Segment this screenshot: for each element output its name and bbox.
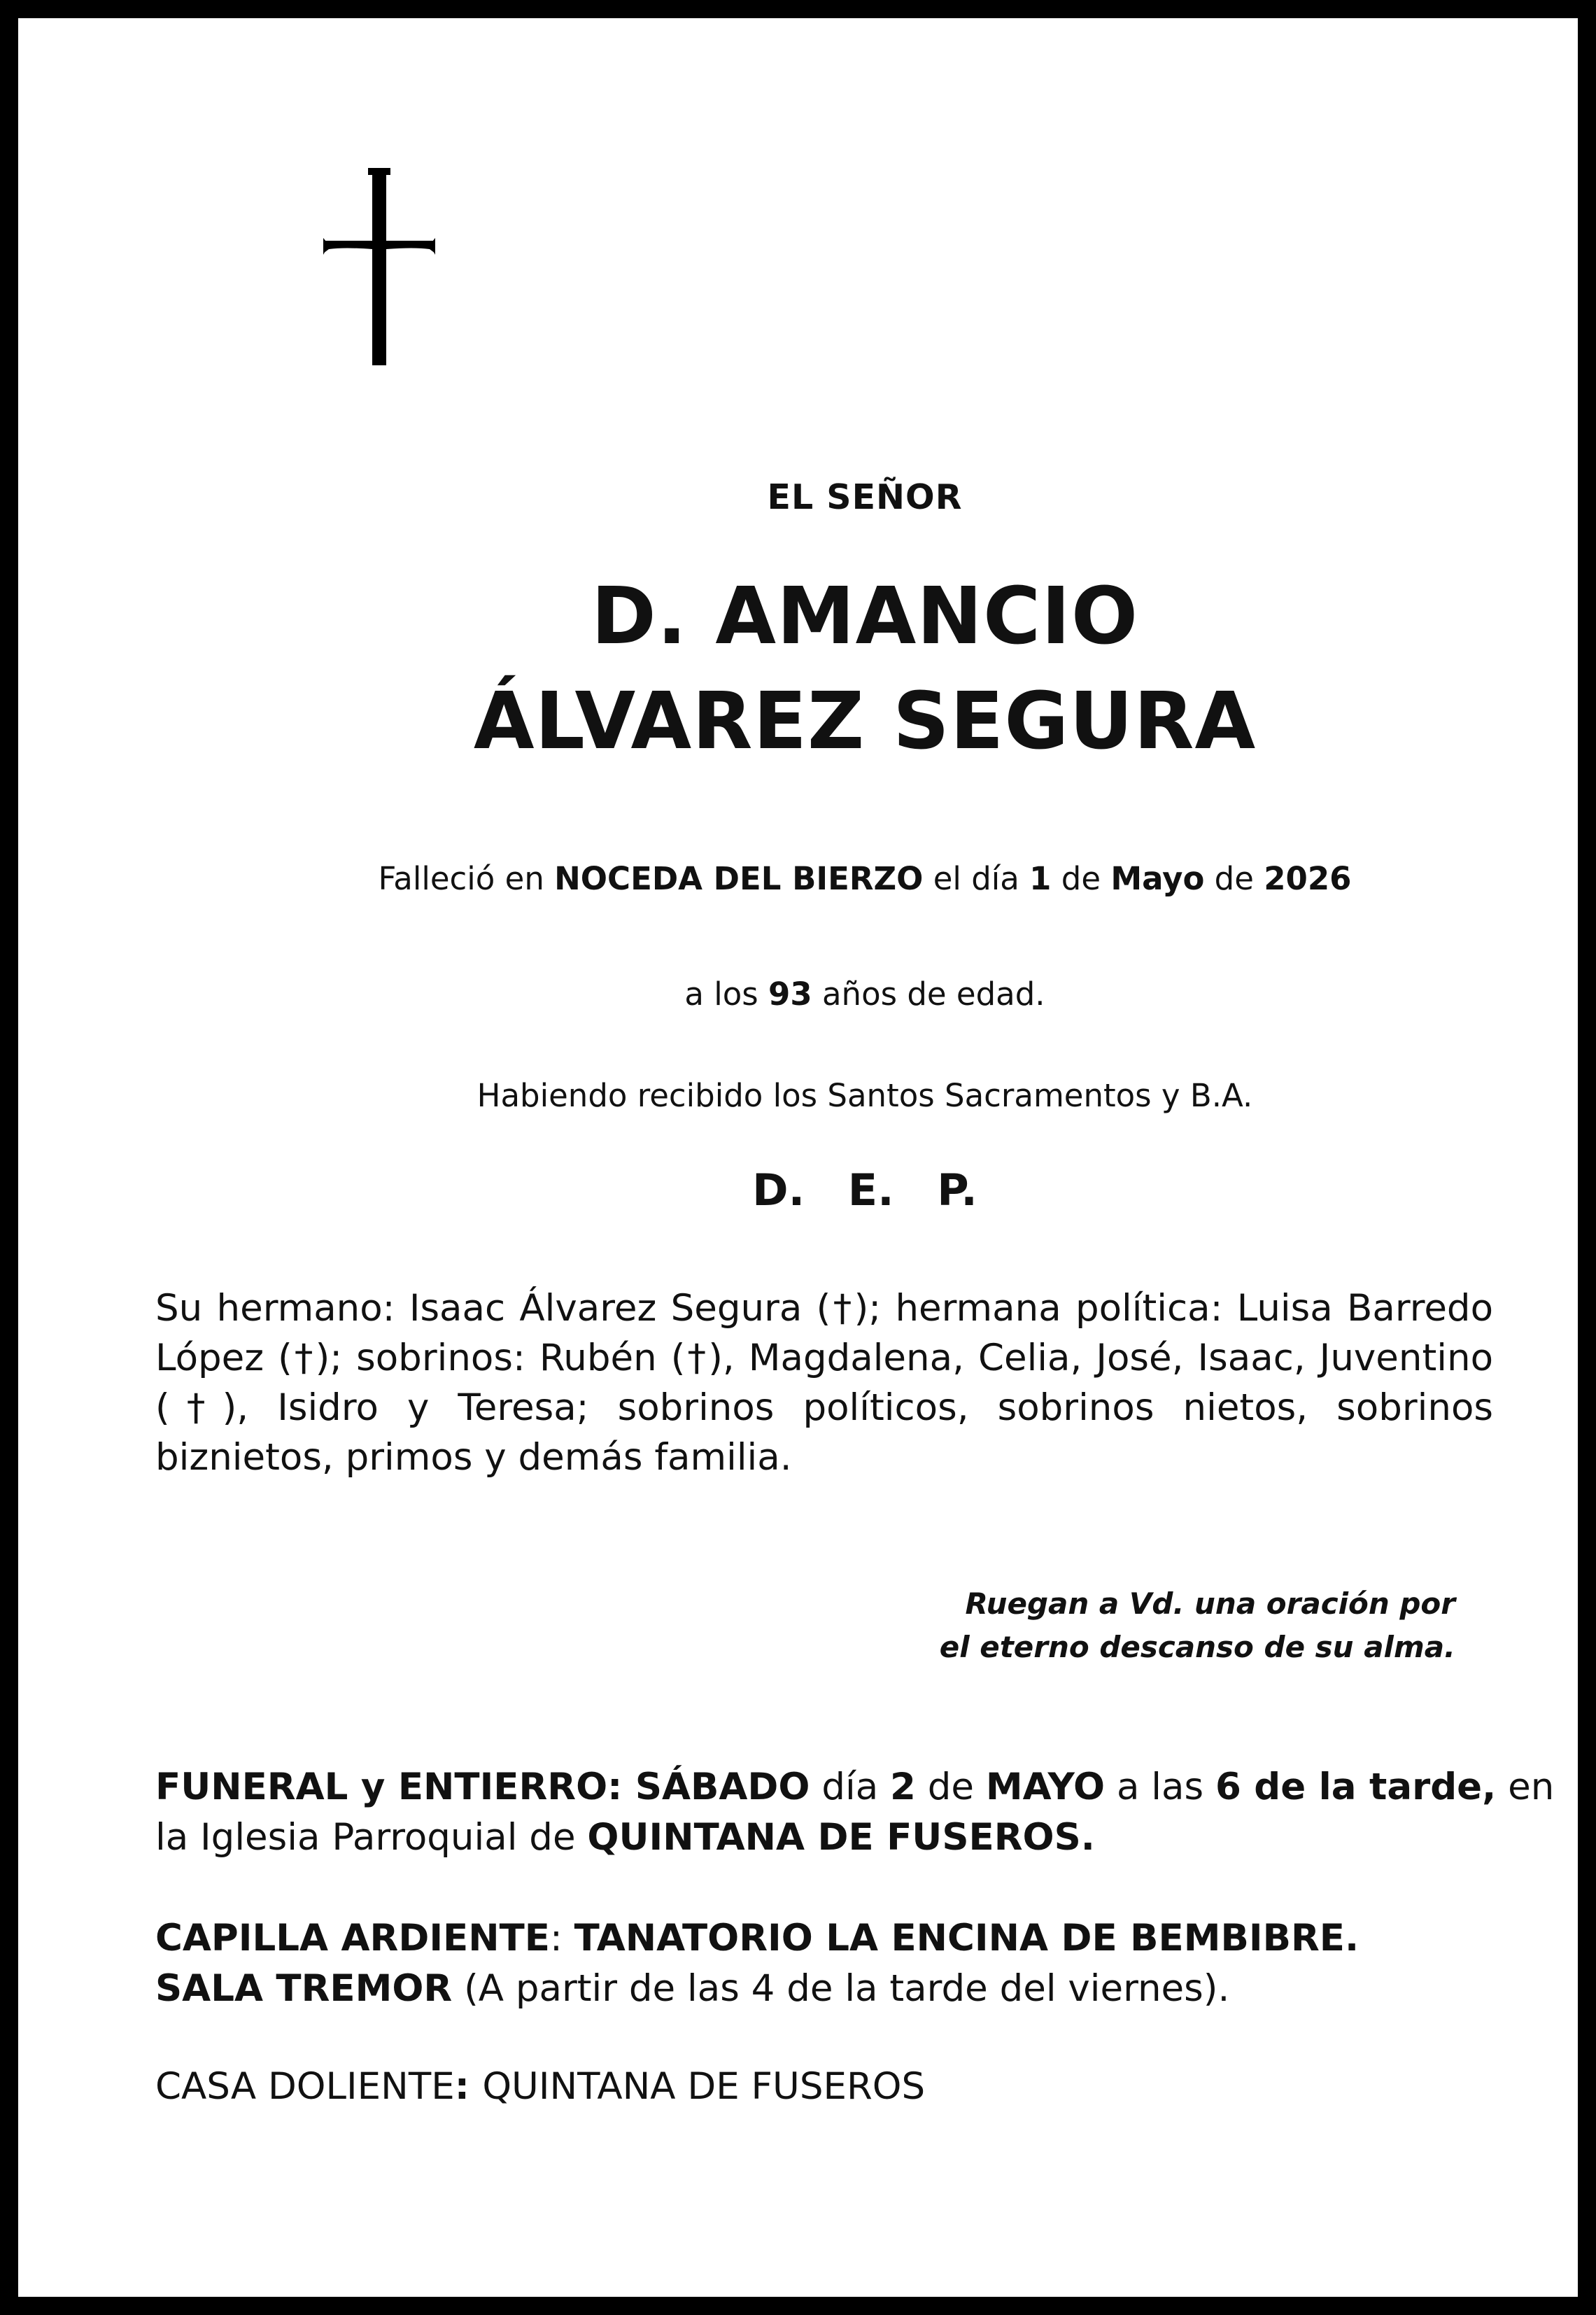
prayer-line-1: Ruegan a Vd. una oración por [965, 1586, 1455, 1621]
chapel-label: CAPILLA ARDIENTE [155, 1917, 550, 1959]
age-text-1: a los [684, 976, 769, 1013]
funeral-details [155, 1762, 1555, 1863]
funeral-month: MAYO [985, 1766, 1106, 1808]
funeral-line-2 [155, 1813, 1499, 1863]
death-text-1: Falleció en [378, 860, 555, 897]
chapel-line-2 [155, 1964, 1499, 2014]
funeral-day: 2 [890, 1766, 916, 1808]
death-text-2: el día [923, 860, 1030, 897]
family-list: Su hermano: Isaac Álvarez Segura (†); hermana política: Luisa Barredo López (†); sobrinos: Rubén (†), Magdalena, Celia, José, Isaac, Juventino (†), Isidro y Teresa; sobrinos políticos, sobrinos nietos, sobrinos biznietos, primos y demás familia. [155, 1287, 1493, 1479]
death-day: 1 [1029, 860, 1052, 897]
chapel-place: TANATORIO LA ENCINA DE BEMBIBRE. [574, 1917, 1360, 1959]
house-place: QUINTANA DE FUSEROS [482, 2065, 926, 2108]
funeral-text-1: día [810, 1766, 891, 1808]
age-text-2: años de edad. [821, 976, 1045, 1013]
funeral-place: QUINTANA DE FUSEROS. [587, 1816, 1095, 1859]
prayer-line-2: el eterno descanso de su alma. [939, 1630, 1455, 1664]
funeral-text-2: de [915, 1766, 986, 1808]
chapel-details [155, 1913, 1499, 2014]
prayer-request [756, 1582, 1455, 1669]
sacraments-statement: Habiendo recibido los Santos Sacramentos y B.A. [476, 1077, 1253, 1114]
age-statement [326, 970, 1404, 1019]
chapel-colon: : [549, 1917, 574, 1959]
funeral-text-4: en [1496, 1766, 1555, 1808]
chapel-room: SALA TREMOR [155, 1967, 453, 2010]
name-line-2: ÁLVAREZ SEGURA [473, 676, 1257, 767]
death-statement [326, 854, 1404, 903]
death-year: 2026 [1264, 860, 1352, 897]
funeral-line-1 [155, 1762, 1555, 1813]
funeral-label: FUNERAL y ENTIERRO: SÁBADO [155, 1766, 810, 1808]
honorific-title: EL SEÑOR [767, 477, 963, 517]
age-value: 93 [768, 976, 812, 1013]
rip-initials: D. E. P. [752, 1164, 977, 1216]
death-text-4: de [1204, 860, 1264, 897]
chapel-line-1 [155, 1913, 1499, 1964]
deceased-name [326, 564, 1404, 774]
death-text-3: de [1051, 860, 1111, 897]
mourning-house [155, 2062, 1499, 2112]
latin-cross-icon [323, 168, 435, 365]
house-label: CASA DOLIENTE [155, 2065, 455, 2108]
house-colon: : [454, 2065, 483, 2108]
funeral-time: 6 de la tarde, [1215, 1766, 1497, 1808]
death-place: NOCEDA DEL BIERZO [554, 860, 924, 897]
chapel-note: (A partir de las 4 de la tarde del viernes). [452, 1967, 1230, 2010]
funeral-text-5: la Iglesia Parroquial de [155, 1816, 588, 1859]
name-line-1: D. AMANCIO [591, 571, 1139, 662]
death-month: Mayo [1110, 860, 1205, 897]
funeral-text-3: a las [1105, 1766, 1215, 1808]
